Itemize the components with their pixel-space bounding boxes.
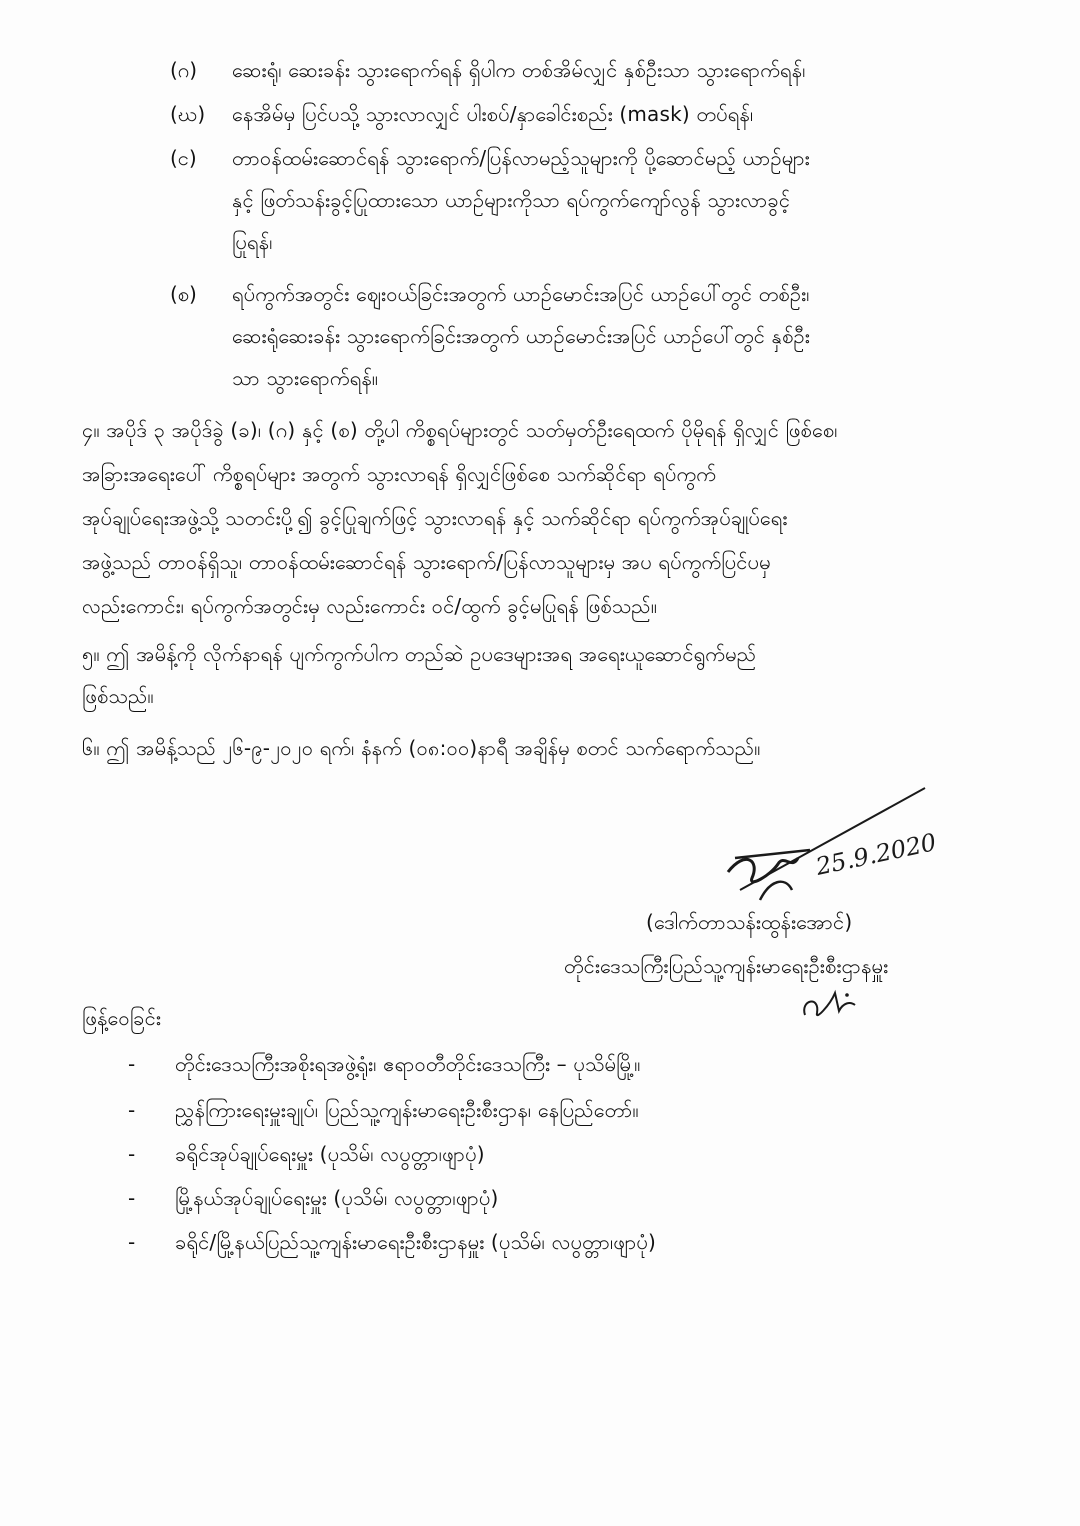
paragraph-5-line-1: ၅။ ဤ အမိန့်ကို လိုက်နာရန် ပျက်ကွက်ပါက တည်ဆဲ ဥပဒေများအရ အရေးယူဆောင်ရွက်မည် [82, 642, 757, 666]
distribution-item-5: ခရိုင်/မြို့နယ်ပြည်သူ့ကျန်းမာရေးဦးစီးဌာနမှူး (ပုသိမ်၊ လပွတ္တာ၊ဖျာပုံ) [175, 1230, 657, 1254]
clause-nga-line-3: ပြုရန်၊ [232, 230, 273, 254]
paragraph-5-line-2: ဖြစ်သည်။ [82, 684, 154, 708]
distribution-heading: ဖြန့်ဝေခြင်း [82, 1006, 162, 1030]
distribution-bullet-1: - [128, 1052, 136, 1076]
paragraph-4-line-5: လည်းကောင်း၊ ရပ်ကွက်အတွင်းမှ လည်းကောင်း ဝင်/ထွက် ခွင့်မပြုရန် ဖြစ်သည်။ [82, 594, 658, 618]
clause-sa-line-3: သာ သွားရောက်ရန်။ [232, 366, 379, 390]
clause-nga-line-2: နှင့် ဖြတ်သန်းခွင့်ပြုထားသော ယာဉ်များကိုသာ ရပ်ကွက်ကျော်လွန် သွားလာခွင့် [232, 188, 791, 212]
clause-nga-line-1: တာဝန်ထမ်းဆောင်ရန် သွားရောက်/ပြန်လာမည့်သူများကို ပို့ဆောင်မည့် ယာဉ်များ [232, 146, 810, 170]
paragraph-4-line-4: အဖွဲ့သည် တာဝန်ရှိသူ၊ တာဝန်ထမ်းဆောင်ရန် သွားရောက်/ပြန်လာသူများမှ အပ ရပ်ကွက်ပြင်ပမှ [82, 550, 771, 574]
distribution-item-2: ညွှန်ကြားရေးမှူးချုပ်၊ ပြည်သူ့ကျန်းမာရေးဦးစီးဌာန၊ နေပြည်တော်။ [175, 1098, 639, 1122]
signature-date: 25.9.2020 [813, 828, 939, 881]
distribution-item-3: ခရိုင်အုပ်ချုပ်ရေးမှူး (ပုသိမ်၊ လပွတ္တာ၊ဖျာပုံ) [175, 1142, 485, 1166]
distribution-item-1: တိုင်းဒေသကြီးအစိုးရအဖွဲ့ရုံး၊ ဧရာဝတီတိုင်းဒေသကြီး – ပုသိမ်မြို့။ [175, 1052, 641, 1076]
clause-marker-sa: (စ) [170, 282, 197, 306]
paragraph-4-line-2: အခြားအရေးပေါ် ကိစ္စရပ်များ အတွက် သွားလာရန် ရှိလျှင်ဖြစ်စေ သက်ဆိုင်ရာ ရပ်ကွက် [82, 462, 717, 486]
clause-marker-ga: (ဂ) [170, 58, 198, 82]
paragraph-4-line-3: အုပ်ချုပ်ရေးအဖွဲ့သို့ သတင်းပို့၍ ခွင့်ပြုချက်ဖြင့် သွားလာရန် နှင့် သက်ဆိုင်ရာ ရပ်ကွက်အုပ်ချုပ်ရေး [82, 506, 788, 530]
signature-scribble [700, 780, 960, 920]
distribution-item-4: မြို့နယ်အုပ်ချုပ်ရေးမှူး (ပုသိမ်၊ လပွတ္တာ၊ဖျာပုံ) [175, 1186, 499, 1210]
distribution-bullet-5: - [128, 1230, 136, 1254]
paragraph-6-line-1: ၆။ ဤ အမိန့်သည် ၂၆-၉-၂၀၂၀ ရက်၊ နံနက် (၀၈:၀၀)နာရီ အချိန်မှ စတင် သက်ရောက်သည်။ [82, 736, 761, 760]
clause-sa-line-1: ရပ်ကွက်အတွင်း ဈေးဝယ်ခြင်းအတွက် ယာဉ်မောင်းအပြင် ယာဉ်ပေါ်တွင် တစ်ဦး၊ [232, 282, 810, 306]
clause-marker-nga: (င) [170, 146, 197, 170]
clause-gha-line-1: နေအိမ်မှ ပြင်ပသို့ သွားလာလျှင် ပါးစပ်/နှာခေါင်းစည်း (mask) တပ်ရန်၊ [232, 102, 754, 126]
paragraph-4-line-1: ၄။ အပိုဒ် ၃ အပိုဒ်ခွဲ (ခ)၊ (ဂ) နှင့် (စ) တို့ပါ ကိစ္စရပ်များတွင် သတ်မှတ်ဦးရေထက် ပိုမိုရန် ရှိလျှင် ဖြစ်စေ၊ [82, 418, 838, 442]
signatory-title: တိုင်းဒေသကြီးပြည်သူ့ကျန်းမာရေးဦးစီးဌာနမှူး [564, 954, 889, 978]
clause-marker-gha: (ဃ) [170, 102, 206, 126]
signatory-name: (ဒေါက်တာသန်းထွန်းအောင်) [646, 910, 853, 934]
clause-ga-line-1: ဆေးရုံ၊ ဆေးခန်း သွားရောက်ရန် ရှိပါက တစ်အိမ်လျှင် နှစ်ဦးသာ သွားရောက်ရန်၊ [232, 58, 806, 82]
distribution-bullet-4: - [128, 1186, 136, 1210]
clause-sa-line-2: ဆေးရုံဆေးခန်း သွားရောက်ခြင်းအတွက် ယာဉ်မောင်းအပြင် ယာဉ်ပေါ်တွင် နှစ်ဦး [232, 324, 810, 348]
initial-mark [795, 975, 865, 1025]
distribution-bullet-3: - [128, 1142, 136, 1166]
distribution-bullet-2: - [128, 1098, 136, 1122]
